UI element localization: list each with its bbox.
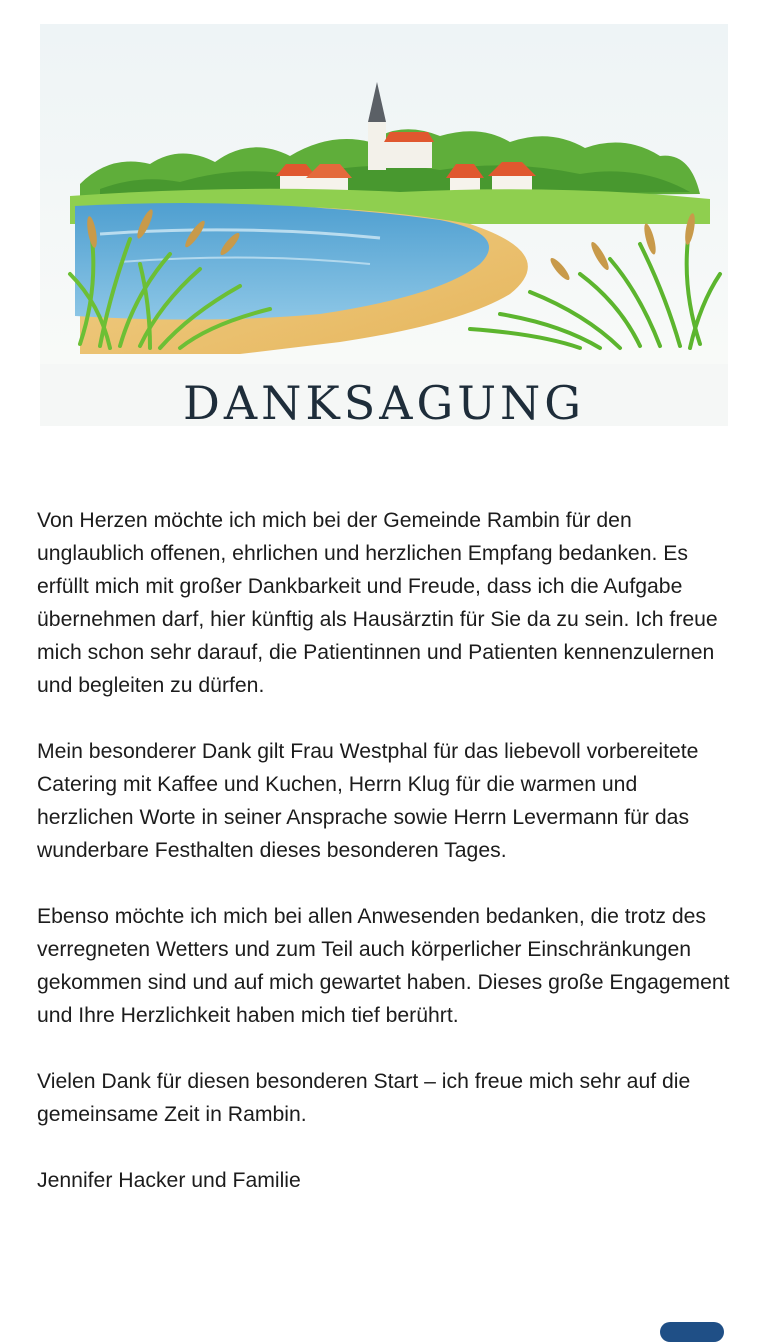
paragraph-4: Vielen Dank für diesen besonderen Start – ich freue mich sehr auf die gemeinsame Zeit in Rambin. xyxy=(37,1070,691,1126)
letter-body xyxy=(37,504,737,1230)
card-title: DANKSAGUNG xyxy=(183,376,585,426)
header-card xyxy=(40,24,728,426)
floating-action-button[interactable] xyxy=(660,1322,724,1342)
signature: Jennifer Hacker und Familie xyxy=(37,1169,301,1192)
paragraph-2: Mein besonderer Dank gilt Frau Westphal für das liebevoll vorbereitete Catering mit Kaffee und Kuchen, Herrn Klug für die warmen und herzlichen Worte in seiner Ansprache sowie Herrn Levermann für das wunderbare Festhalten dieses besonderen Tages. xyxy=(37,740,699,862)
village-lake-illustration xyxy=(40,24,728,364)
paragraph-3: Ebenso möchte ich mich bei allen Anwesenden bedanken, die trotz des verregneten Wetters und zum Teil auch körperlicher Einschränkungen gekommen sind und auf mich gewartet haben. Dieses große Engagement und Ihre Herzlichkeit haben mich tief berührt. xyxy=(37,905,730,1027)
paragraph-1: Von Herzen möchte ich mich bei der Gemeinde Rambin für den unglaublich offenen, ehrlichen und herzlichen Empfang bedanken. Es erfüllt mich mit großer Dankbarkeit und Freude, dass ich die Aufgabe übernehmen darf, hier künftig als Hausärztin für Sie da zu sein. Ich freue mich schon sehr darauf, die Patientinnen und Patienten kennenzulernen und begleiten zu dürfen. xyxy=(37,509,718,697)
